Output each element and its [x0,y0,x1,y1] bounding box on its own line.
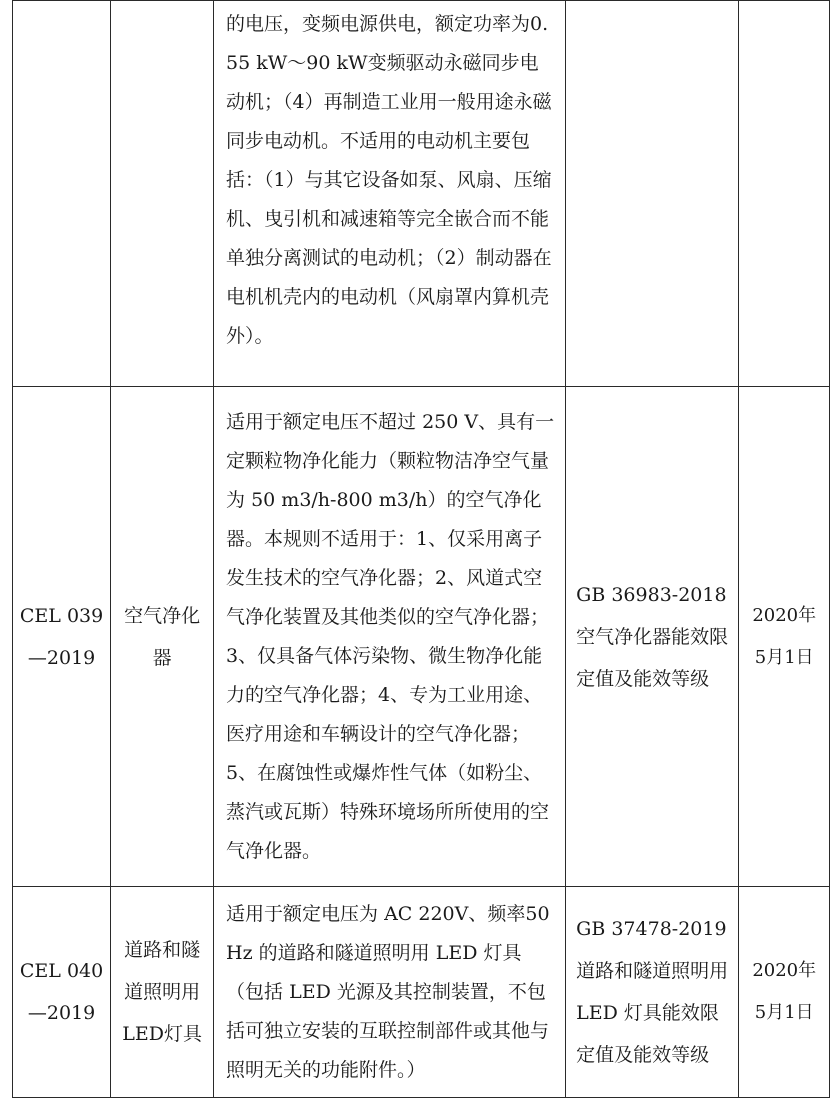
scope-cell: 适用于额定电压不超过 250 V、具有一定颗粒物净化能力（颗粒物洁净空气量为 50 m3/h-800 m3/h）的空气净化器。本规则不适用于：1、仅采用离子发生技术的空气净化器；2、风道式空气净化装置及其他类似的空气净化器；3、仅具备气体污染物、微生物净化能力的空气净化器；4、专为工业用途、医疗用途和车辆设计的空气净化器；5、在腐蚀性或爆炸性气体（如粉尘、蒸汽或瓦斯）特殊环境场所所使用的空气净化器。 [214,387,566,887]
standard-cell [566,1,739,387]
product-cell [111,1,214,387]
date-cell [739,1,830,387]
scope-cell: 适用于额定电压为 AC 220V、频率50Hz 的道路和隧道照明用 LED 灯具（包括 LED 光源及其控制装置，不包括可独立安装的互联控制部件或其他与照明无关的功能附件。） [214,887,566,1098]
product-cell: 空气净化 器 [111,387,214,887]
table-row [13,1,830,387]
energy-label-table [12,0,830,1098]
code-cell: CEL 040 —2019 [13,887,111,1098]
code-cell [13,1,111,387]
scope-cell: 的电压，变频电源供电，额定功率为0.55 kW～90 kW变频驱动永磁同步电动机；（4）再制造工业用一般用途永磁同步电动机。不适用的电动机主要包括：（1）与其它设备如泵、风扇、压缩机、曳引机和减速箱等完全嵌合而不能单独分离测试的电动机；（2）制动器在电机机壳内的电动机（风扇罩内算机壳外）。 [214,1,566,387]
standard-cell: GB 37478-2019 道路和隧道照明用 LED 灯具能效限定值及能效等级 [566,887,739,1098]
product-cell: 道路和隧 道照明用 LED灯具 [111,887,214,1098]
code-cell: CEL 039 —2019 [13,387,111,887]
table-row [13,887,830,1098]
table-row [13,387,830,887]
date-cell: 2020年 5月1日 [739,387,830,887]
date-cell: 2020年 5月1日 [739,887,830,1098]
standard-cell: GB 36983-2018 空气净化器能效限定值及能效等级 [566,387,739,887]
